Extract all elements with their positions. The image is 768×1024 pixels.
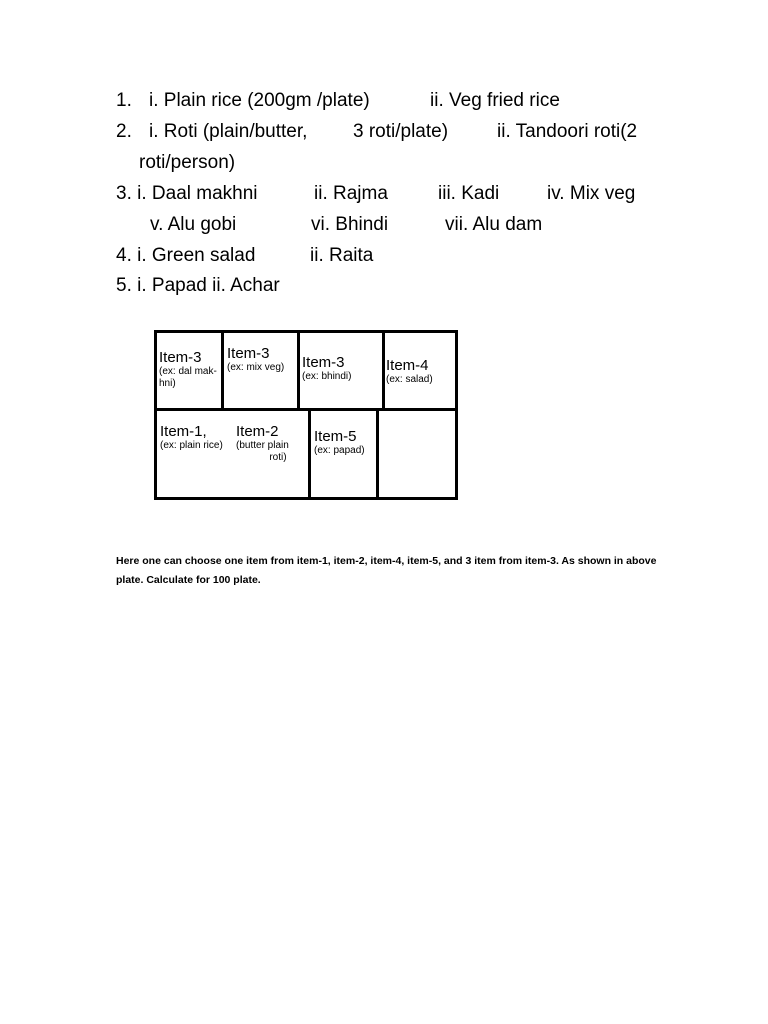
- menu-2-option-ii-cont: roti/person): [139, 152, 236, 173]
- plate-cell-title: Item-3: [302, 354, 345, 371]
- menu-3-option-v: v. Alu gobi: [150, 214, 237, 235]
- plate-cell-title: Item-3: [159, 349, 202, 366]
- plate-divider-top-3: [382, 330, 385, 411]
- plate-divider-top-2: [297, 330, 300, 411]
- plate-cell-item-2-roti: [236, 423, 289, 464]
- menu-3-option-ii: ii. Rajma: [314, 183, 388, 204]
- menu-3-option-vi: vi. Bhindi: [311, 214, 389, 235]
- plate-cell-title: Item-3: [227, 345, 270, 362]
- plate-cell-item-3-bhindi: [302, 354, 351, 383]
- menu-2-option-ii: ii. Tandoori roti(2: [497, 121, 638, 142]
- plate-cell-example: (butter plain roti): [236, 440, 289, 463]
- menu-3-option-iv: iv. Mix veg: [547, 183, 636, 204]
- plate-cell-example: (ex: plain rice): [160, 440, 223, 451]
- plate-cell-example: (ex: bhindi): [302, 371, 352, 382]
- menu-3-option-iii: iii. Kadi: [438, 183, 500, 204]
- plate-border-bottom: [154, 497, 458, 500]
- menu-1-option-i: i. Plain rice (200gm /plate): [149, 90, 370, 111]
- menu-2-number: 2.: [116, 121, 132, 142]
- plate-cell-title: Item-2: [236, 423, 279, 440]
- plate-cell-item-3-mix-veg: [227, 345, 284, 374]
- plate-border-right: [455, 330, 458, 500]
- plate-cell-item-1-rice: [160, 423, 223, 452]
- plate-cell-item-5-papad: [314, 428, 365, 457]
- instruction-note: Here one can choose one item from item-1, item-2, item-4, item-5, and 3 item from item-3. As shown in above plate. Calculate for 100 plate.: [116, 554, 657, 586]
- menu-4-option-ii: ii. Raita: [310, 245, 374, 266]
- plate-cell-example: (ex: papad): [314, 445, 365, 456]
- plate-divider-top-1: [221, 330, 224, 411]
- plate-cell-example: (ex: mix veg): [227, 362, 285, 373]
- plate-cell-title: Item-5: [314, 428, 357, 445]
- plate-border-top: [154, 330, 458, 333]
- plate-cell-example: (ex: salad): [386, 374, 433, 385]
- menu-1-number: 1.: [116, 90, 132, 111]
- plate-cell-title: Item-4: [386, 357, 429, 374]
- plate-divider-middle: [154, 408, 458, 411]
- menu-5-options: 5. i. Papad ii. Achar: [116, 275, 280, 296]
- plate-divider-bottom-1: [308, 408, 311, 500]
- menu-3-option-vii: vii. Alu dam: [445, 214, 543, 235]
- plate-cell-title: Item-1,: [160, 423, 207, 440]
- plate-cell-example: (ex: dal mak- hni): [159, 366, 217, 389]
- plate-diagram: [154, 330, 458, 500]
- plate-border-left: [154, 330, 157, 500]
- menu-4-option-i: 4. i. Green salad: [116, 245, 256, 266]
- menu-2-option-i-cont: 3 roti/plate): [353, 121, 449, 142]
- menu-1-option-ii: ii. Veg fried rice: [430, 90, 560, 111]
- menu-3-option-i: 3. i. Daal makhni: [116, 183, 258, 204]
- plate-cell-item-4-salad: [386, 357, 433, 386]
- plate-cell-item-3-dal: [159, 349, 217, 390]
- plate-divider-bottom-2: [376, 408, 379, 500]
- menu-2-option-i: i. Roti (plain/butter,: [149, 121, 308, 142]
